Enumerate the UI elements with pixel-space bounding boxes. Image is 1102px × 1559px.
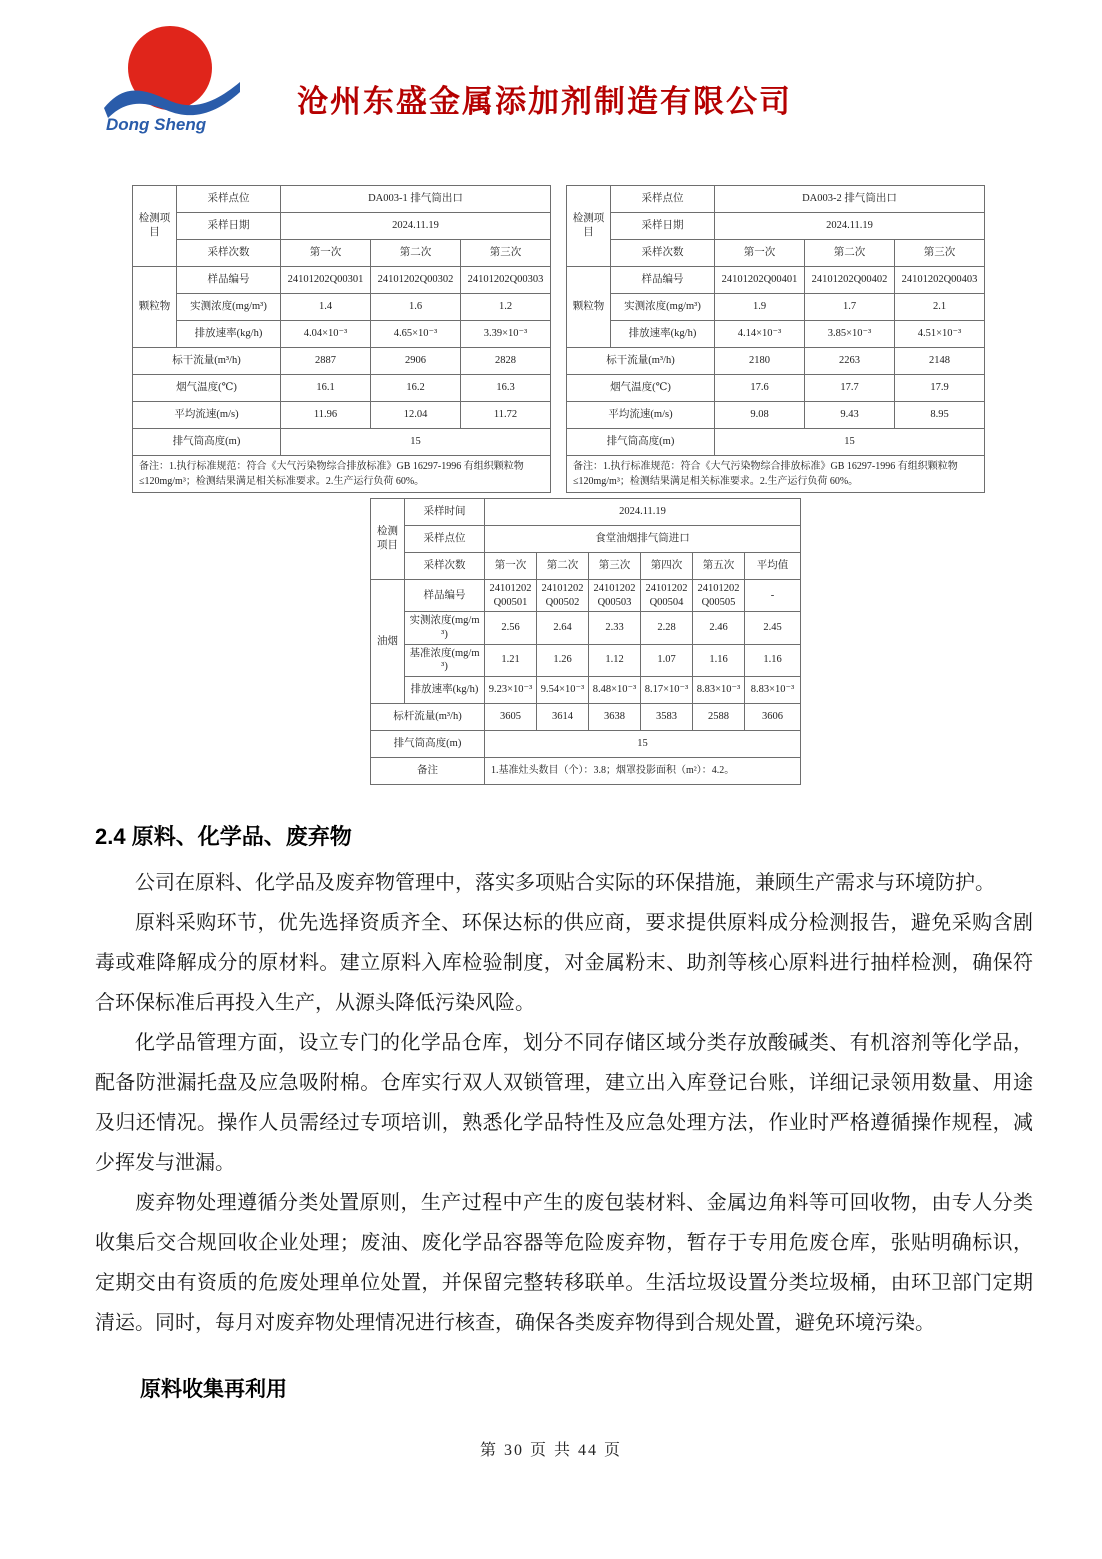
table-cell: 排放速率(kg/h): [177, 321, 281, 348]
emission-tables-row: [132, 185, 985, 493]
table-row: [371, 730, 801, 757]
table-row: [133, 348, 551, 375]
table-cell: 3605: [485, 703, 537, 730]
table-cell: 采样次数: [405, 553, 485, 580]
table-row: [371, 580, 801, 612]
table-cell: 2024.11.19: [281, 213, 551, 240]
table-note-cell: 1.基准灶头数目（个）：3.8；烟罩投影面积（m²）：4.2。: [485, 757, 801, 784]
table-row: [371, 526, 801, 553]
table-cell: 实测浓度(mg/m³): [177, 294, 281, 321]
paragraph-2: 原料采购环节，优先选择资质齐全、环保达标的供应商，要求提供原料成分检测报告，避免采购含剧毒或难降解成分的原材料。建立原料入库检验制度，对金属粉末、助剂等核心原料进行抽样检测，确保符合环保标准后再投入生产，从源头降低污染风险。: [95, 912, 1033, 1014]
table-cell: 采样点位: [405, 526, 485, 553]
table-cell: 颗粒物: [133, 267, 177, 348]
table-cell: 样品编号: [405, 580, 485, 612]
table-row: [133, 294, 551, 321]
table-cell: 2180: [715, 348, 805, 375]
table-cell: 8.17×10⁻³: [641, 676, 693, 703]
table-cell: 4.51×10⁻³: [895, 321, 985, 348]
table-cell: 采样时间: [405, 499, 485, 526]
emission-table-da003-2: [566, 185, 985, 493]
table-cell: 3583: [641, 703, 693, 730]
table-cell: 17.9: [895, 375, 985, 402]
table-row: [567, 321, 985, 348]
table-cell: 24101202Q00303: [461, 267, 551, 294]
table-cell: DA003-2 排气筒出口: [715, 186, 985, 213]
table-cell: 1.16: [693, 644, 745, 676]
section-heading: 2.4 原料、化学品、废弃物: [95, 824, 352, 849]
paragraph-4: 废弃物处理遵循分类处置原则，生产过程中产生的废包装材料、金属边角料等可回收物，由专人分类收集后交合规回收企业处理；废油、废化学品容器等危险废弃物，暂存于专用危废仓库，张贴明确标识，定期交由有资质的危废处理单位处置，并保留完整转移联单。生活垃圾设置分类垃圾桶，由环卫部门定期清运。同时，每月对废弃物处理情况进行核查，确保各类废弃物得到合规处置，避免环境污染。: [95, 1192, 1033, 1334]
table-cell: 第三次: [589, 553, 641, 580]
table-cell: 2828: [461, 348, 551, 375]
company-name: 沧州东盛金属添加剂制造有限公司: [297, 84, 792, 119]
table-cell: -: [745, 580, 801, 612]
table-row: [567, 375, 985, 402]
table-cell: 2024.11.19: [485, 499, 801, 526]
table-cell: 1.6: [371, 294, 461, 321]
table-row: [371, 612, 801, 644]
table-cell: 3.85×10⁻³: [805, 321, 895, 348]
table-cell: 3606: [745, 703, 801, 730]
table-cell: 检测项目: [567, 186, 611, 267]
table-cell: 烟气温度(℃): [567, 375, 715, 402]
table-cell: 4.14×10⁻³: [715, 321, 805, 348]
table-row: [371, 644, 801, 676]
table-note-cell: 备注：1.执行标准规范：符合《大气污染物综合排放标准》GB 16297-1996 有组织颗粒物≤120mg/m³；检测结果满足相关标准要求。2.生产运行负荷 60%。: [567, 456, 985, 493]
table-cell: 实测浓度(mg/m³): [405, 612, 485, 644]
table-row: [567, 213, 985, 240]
table-row: [133, 402, 551, 429]
table-cell: 2.45: [745, 612, 801, 644]
table-cell: 3614: [537, 703, 589, 730]
table-cell: 油烟: [371, 580, 405, 704]
table-cell: 2.56: [485, 612, 537, 644]
table-cell: 8.48×10⁻³: [589, 676, 641, 703]
table-cell: 2024.11.19: [715, 213, 985, 240]
table-cell: 2887: [281, 348, 371, 375]
page-footer: 第 30 页 共 44 页: [479, 1442, 622, 1459]
table-row: [371, 676, 801, 703]
table-cell: 24101202Q00504: [641, 580, 693, 612]
table-cell: 1.12: [589, 644, 641, 676]
table-cell: 9.08: [715, 402, 805, 429]
table-row: [133, 321, 551, 348]
table-cell: 8.83×10⁻³: [693, 676, 745, 703]
table-row: [133, 267, 551, 294]
table-row: [133, 213, 551, 240]
table-cell: 平均流速(m/s): [567, 402, 715, 429]
table-cell: 采样次数: [177, 240, 281, 267]
table-cell: 第一次: [281, 240, 371, 267]
table-cell: 2.46: [693, 612, 745, 644]
table-cell: 24101202Q00402: [805, 267, 895, 294]
table-cell: 颗粒物: [567, 267, 611, 348]
table-cell: 4.65×10⁻³: [371, 321, 461, 348]
table-cell: 12.04: [371, 402, 461, 429]
table-cell: 标干流量(m³/h): [567, 348, 715, 375]
table-cell: 16.2: [371, 375, 461, 402]
table-row: [371, 703, 801, 730]
table-cell: 24101202Q00505: [693, 580, 745, 612]
table-row: [133, 429, 551, 456]
table-cell: 8.83×10⁻³: [745, 676, 801, 703]
table-cell: 4.04×10⁻³: [281, 321, 371, 348]
table-cell: 排放速率(kg/h): [405, 676, 485, 703]
table-row: [371, 757, 801, 784]
table-cell: 8.95: [895, 402, 985, 429]
table-cell: 1.2: [461, 294, 551, 321]
logo-wordmark: Dong Sheng: [106, 115, 207, 134]
table-cell: 1.21: [485, 644, 537, 676]
table-cell: 2263: [805, 348, 895, 375]
table-cell: 采样日期: [611, 213, 715, 240]
table-row: [567, 240, 985, 267]
emission-table-da003-1: [132, 185, 551, 493]
table-cell: 1.07: [641, 644, 693, 676]
table-cell: 16.3: [461, 375, 551, 402]
table-row: [133, 240, 551, 267]
table-note-cell: 备注：1.执行标准规范：符合《大气污染物综合排放标准》GB 16297-1996 有组织颗粒物≤120mg/m³；检测结果满足相关标准要求。2.生产运行负荷 60%。: [133, 456, 551, 493]
table-cell: 第一次: [485, 553, 537, 580]
table-cell: 2148: [895, 348, 985, 375]
table-cell: 标干流量(m³/h): [133, 348, 281, 375]
paragraph-3: 化学品管理方面，设立专门的化学品仓库，划分不同存储区域分类存放酸碱类、有机溶剂等化学品，配备防泄漏托盘及应急吸附棉。仓库实行双人双锁管理，建立出入库登记台账，详细记录领用数量、用途及归还情况。操作人员需经过专项培训，熟悉化学品特性及应急处理方法，作业时严格遵循操作规程，减少挥发与泄漏。: [95, 1032, 1033, 1174]
table-cell: 2.64: [537, 612, 589, 644]
table-row: [133, 456, 551, 493]
table-cell: 排气筒高度(m): [133, 429, 281, 456]
table-cell: 烟气温度(℃): [133, 375, 281, 402]
table-cell: 检测项目: [371, 499, 405, 580]
table-cell: 2588: [693, 703, 745, 730]
table-cell: 标杆流量(m³/h): [371, 703, 485, 730]
table-cell: 17.7: [805, 375, 895, 402]
table-cell: 检测项目: [133, 186, 177, 267]
table-cell: 24101202Q00502: [537, 580, 589, 612]
table-cell: 11.72: [461, 402, 551, 429]
table-row: [567, 267, 985, 294]
table-cell: 17.6: [715, 375, 805, 402]
subsection-heading: 原料收集再利用: [140, 1378, 287, 1401]
company-logo: [98, 24, 246, 134]
table-row: [567, 294, 985, 321]
table-cell: 第一次: [715, 240, 805, 267]
table-cell: 24101202Q00401: [715, 267, 805, 294]
table-cell: 采样点位: [611, 186, 715, 213]
table-row: [567, 402, 985, 429]
table-cell: 样品编号: [177, 267, 281, 294]
table-cell: 第五次: [693, 553, 745, 580]
table-cell: 排气筒高度(m): [567, 429, 715, 456]
table-cell: 15: [485, 730, 801, 757]
table-cell: 9.23×10⁻³: [485, 676, 537, 703]
table-cell: 2.28: [641, 612, 693, 644]
table-cell: DA003-1 排气筒出口: [281, 186, 551, 213]
table-cell: 排气筒高度(m): [371, 730, 485, 757]
table-row: [567, 348, 985, 375]
table-cell: 第三次: [895, 240, 985, 267]
table-cell: 2.1: [895, 294, 985, 321]
table-cell: 基准浓度(mg/m³): [405, 644, 485, 676]
table-cell: 9.43: [805, 402, 895, 429]
oil-fume-table: [370, 498, 801, 785]
table-row: [371, 499, 801, 526]
table-cell: 3.39×10⁻³: [461, 321, 551, 348]
table-cell: 第四次: [641, 553, 693, 580]
table-cell: 采样日期: [177, 213, 281, 240]
table-cell: 平均值: [745, 553, 801, 580]
table-cell: 2906: [371, 348, 461, 375]
table-cell: 备注: [371, 757, 485, 784]
table-cell: 15: [281, 429, 551, 456]
table-row: [567, 429, 985, 456]
table-row: [133, 186, 551, 213]
table-cell: 1.9: [715, 294, 805, 321]
table-cell: 24101202Q00301: [281, 267, 371, 294]
table-cell: 第三次: [461, 240, 551, 267]
table-cell: 1.7: [805, 294, 895, 321]
table-cell: 食堂油烟排气筒进口: [485, 526, 801, 553]
table-cell: 24101202Q00501: [485, 580, 537, 612]
table-cell: 1.4: [281, 294, 371, 321]
table-cell: 9.54×10⁻³: [537, 676, 589, 703]
oil-fume-table-wrap: [370, 498, 801, 785]
table-cell: 第二次: [805, 240, 895, 267]
table-cell: 平均流速(m/s): [133, 402, 281, 429]
table-cell: 样品编号: [611, 267, 715, 294]
table-cell: 3638: [589, 703, 641, 730]
table-cell: 24101202Q00403: [895, 267, 985, 294]
table-cell: 15: [715, 429, 985, 456]
table-cell: 实测浓度(mg/m³): [611, 294, 715, 321]
table-row: [371, 553, 801, 580]
table-cell: 24101202Q00503: [589, 580, 641, 612]
table-cell: 采样次数: [611, 240, 715, 267]
table-cell: 第二次: [537, 553, 589, 580]
table-cell: 24101202Q00302: [371, 267, 461, 294]
paragraph-1: 公司在原料、化学品及废弃物管理中，落实多项贴合实际的环保措施，兼顾生产需求与环境防护。: [135, 872, 995, 894]
section-content: [95, 820, 1033, 1403]
table-cell: 1.16: [745, 644, 801, 676]
table-row: [133, 375, 551, 402]
table-cell: 16.1: [281, 375, 371, 402]
table-cell: 排放速率(kg/h): [611, 321, 715, 348]
table-cell: 2.33: [589, 612, 641, 644]
table-row: [567, 186, 985, 213]
table-cell: 11.96: [281, 402, 371, 429]
table-row: [567, 456, 985, 493]
table-cell: 第二次: [371, 240, 461, 267]
table-cell: 采样点位: [177, 186, 281, 213]
table-cell: 1.26: [537, 644, 589, 676]
